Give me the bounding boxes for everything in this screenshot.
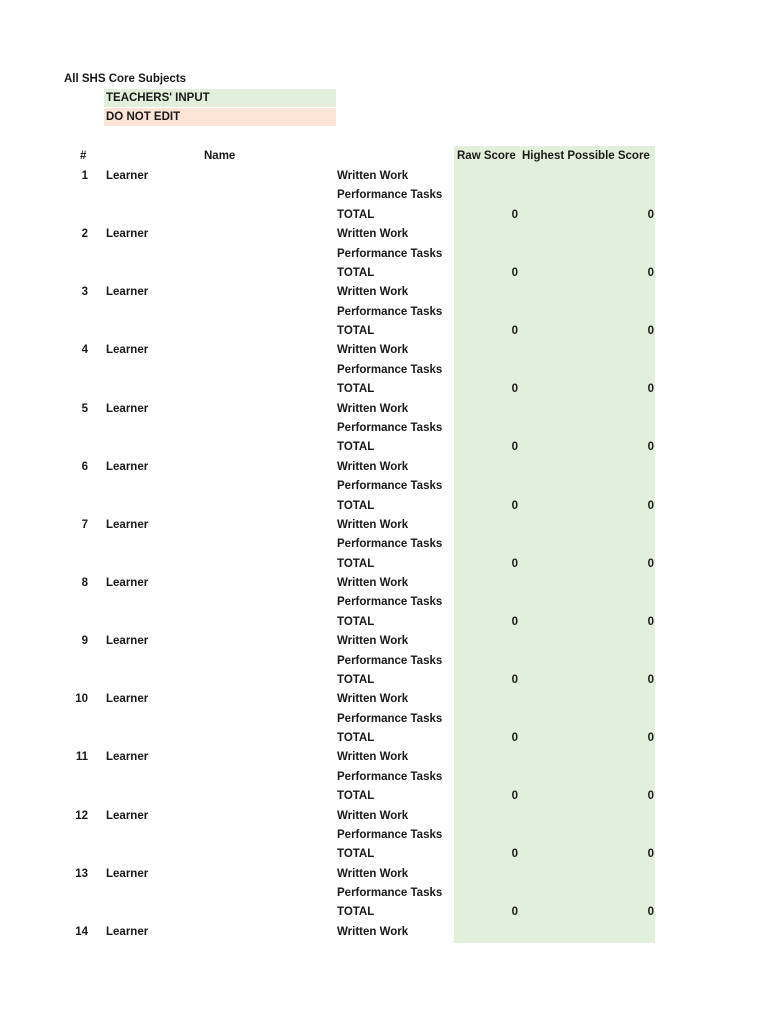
learner-group: [0, 748, 768, 806]
learner-name[interactable]: Learner: [106, 402, 149, 415]
learner-number: 4: [81, 344, 88, 357]
learner-number: 7: [81, 518, 88, 531]
performance-tasks-label: Performance Tasks: [337, 654, 443, 667]
written-work-label: Written Work: [337, 809, 409, 822]
written-work-label: Written Work: [337, 286, 409, 299]
total-highest-possible-score: 0: [647, 266, 654, 279]
legend-teachers-input: TEACHERS' INPUT: [104, 89, 336, 107]
learner-group: [0, 167, 768, 225]
learner-group: [0, 283, 768, 341]
performance-tasks-label: Performance Tasks: [337, 247, 443, 260]
learner-number: 1: [81, 170, 88, 182]
total-raw-score: 0: [511, 441, 518, 454]
learner-name[interactable]: Learner: [106, 344, 149, 357]
learner-name[interactable]: Learner: [106, 228, 149, 241]
header-number: #: [80, 150, 87, 162]
learner-group: [0, 574, 768, 632]
learner-number: 12: [75, 809, 88, 822]
total-label: TOTAL: [337, 266, 375, 279]
learner-name[interactable]: Learner: [106, 751, 149, 764]
learner-group: [0, 807, 768, 865]
legend-do-not-edit: DO NOT EDIT: [104, 108, 336, 126]
performance-tasks-label: Performance Tasks: [337, 421, 443, 434]
performance-tasks-label: Performance Tasks: [337, 712, 443, 725]
written-work-label: Written Work: [337, 576, 409, 589]
written-work-label: Written Work: [337, 635, 409, 648]
learner-group: [0, 865, 768, 923]
total-raw-score: 0: [511, 499, 518, 512]
total-raw-score: 0: [511, 732, 518, 745]
written-work-label: Written Work: [337, 228, 409, 241]
total-label: TOTAL: [337, 906, 375, 919]
learner-number: 10: [75, 693, 88, 706]
learner-number: 11: [75, 751, 88, 764]
learner-name[interactable]: Learner: [106, 170, 149, 182]
learner-number: 14: [75, 925, 88, 938]
learner-name[interactable]: Learner: [106, 460, 149, 473]
total-raw-score: 0: [511, 208, 518, 221]
performance-tasks-label: Performance Tasks: [337, 305, 443, 318]
total-highest-possible-score: 0: [647, 325, 654, 338]
learner-number: 5: [81, 402, 88, 415]
header-highest-possible-score: Highest Possible Score: [522, 150, 650, 162]
learner-group: [0, 341, 768, 399]
total-label: TOTAL: [337, 557, 375, 570]
learner-name[interactable]: Learner: [106, 925, 149, 938]
learner-name[interactable]: Learner: [106, 576, 149, 589]
total-raw-score: 0: [511, 848, 518, 861]
written-work-label: Written Work: [337, 518, 409, 531]
written-work-label: Written Work: [337, 867, 409, 880]
learner-number: 3: [81, 286, 88, 299]
performance-tasks-label: Performance Tasks: [337, 770, 443, 783]
total-label: TOTAL: [337, 615, 375, 628]
written-work-label: Written Work: [337, 344, 409, 357]
learner-name[interactable]: Learner: [106, 693, 149, 706]
total-raw-score: 0: [511, 615, 518, 628]
performance-tasks-label: Performance Tasks: [337, 480, 443, 493]
total-label: TOTAL: [337, 441, 375, 454]
total-label: TOTAL: [337, 732, 375, 745]
total-highest-possible-score: 0: [647, 557, 654, 570]
total-label: TOTAL: [337, 848, 375, 861]
written-work-label: Written Work: [337, 170, 409, 182]
total-highest-possible-score: 0: [647, 208, 654, 221]
written-work-label: Written Work: [337, 751, 409, 764]
written-work-label: Written Work: [337, 693, 409, 706]
sheet-title: All SHS Core Subjects: [64, 73, 187, 85]
header-raw-score: Raw Score: [457, 150, 516, 162]
total-highest-possible-score: 0: [647, 790, 654, 803]
total-label: TOTAL: [337, 790, 375, 803]
total-highest-possible-score: 0: [647, 673, 654, 686]
learner-group: [0, 458, 768, 516]
written-work-label: Written Work: [337, 460, 409, 473]
learner-number: 9: [81, 635, 88, 648]
learner-group: [0, 690, 768, 748]
total-highest-possible-score: 0: [647, 906, 654, 919]
learner-number: 6: [81, 460, 88, 473]
learner-name[interactable]: Learner: [106, 286, 149, 299]
total-raw-score: 0: [511, 383, 518, 396]
learner-name[interactable]: Learner: [106, 518, 149, 531]
total-raw-score: 0: [511, 325, 518, 338]
learner-group: [0, 516, 768, 574]
total-raw-score: 0: [511, 266, 518, 279]
performance-tasks-label: Performance Tasks: [337, 363, 443, 376]
learner-name[interactable]: Learner: [106, 867, 149, 880]
written-work-label: Written Work: [337, 402, 409, 415]
total-highest-possible-score: 0: [647, 383, 654, 396]
total-label: TOTAL: [337, 499, 375, 512]
total-raw-score: 0: [511, 906, 518, 919]
written-work-label: Written Work: [337, 925, 409, 938]
total-raw-score: 0: [511, 557, 518, 570]
performance-tasks-label: Performance Tasks: [337, 887, 443, 900]
performance-tasks-label: Performance Tasks: [337, 538, 443, 551]
learner-group: [0, 400, 768, 458]
learner-group: [0, 923, 768, 981]
total-highest-possible-score: 0: [647, 441, 654, 454]
total-label: TOTAL: [337, 208, 375, 221]
learner-group: [0, 632, 768, 690]
total-raw-score: 0: [511, 790, 518, 803]
learner-number: 2: [81, 228, 88, 241]
learner-name[interactable]: Learner: [106, 635, 149, 648]
performance-tasks-label: Performance Tasks: [337, 189, 443, 202]
total-highest-possible-score: 0: [647, 848, 654, 861]
total-highest-possible-score: 0: [647, 615, 654, 628]
total-label: TOTAL: [337, 673, 375, 686]
total-highest-possible-score: 0: [647, 732, 654, 745]
performance-tasks-label: Performance Tasks: [337, 596, 443, 609]
learner-number: 13: [75, 867, 88, 880]
performance-tasks-label: Performance Tasks: [337, 828, 443, 841]
total-label: TOTAL: [337, 325, 375, 338]
header-name: Name: [204, 150, 236, 162]
learner-number: 8: [81, 576, 88, 589]
learner-rows: [0, 167, 768, 981]
total-highest-possible-score: 0: [647, 499, 654, 512]
total-label: TOTAL: [337, 383, 375, 396]
learner-group: [0, 225, 768, 283]
learner-name[interactable]: Learner: [106, 809, 149, 822]
total-raw-score: 0: [511, 673, 518, 686]
